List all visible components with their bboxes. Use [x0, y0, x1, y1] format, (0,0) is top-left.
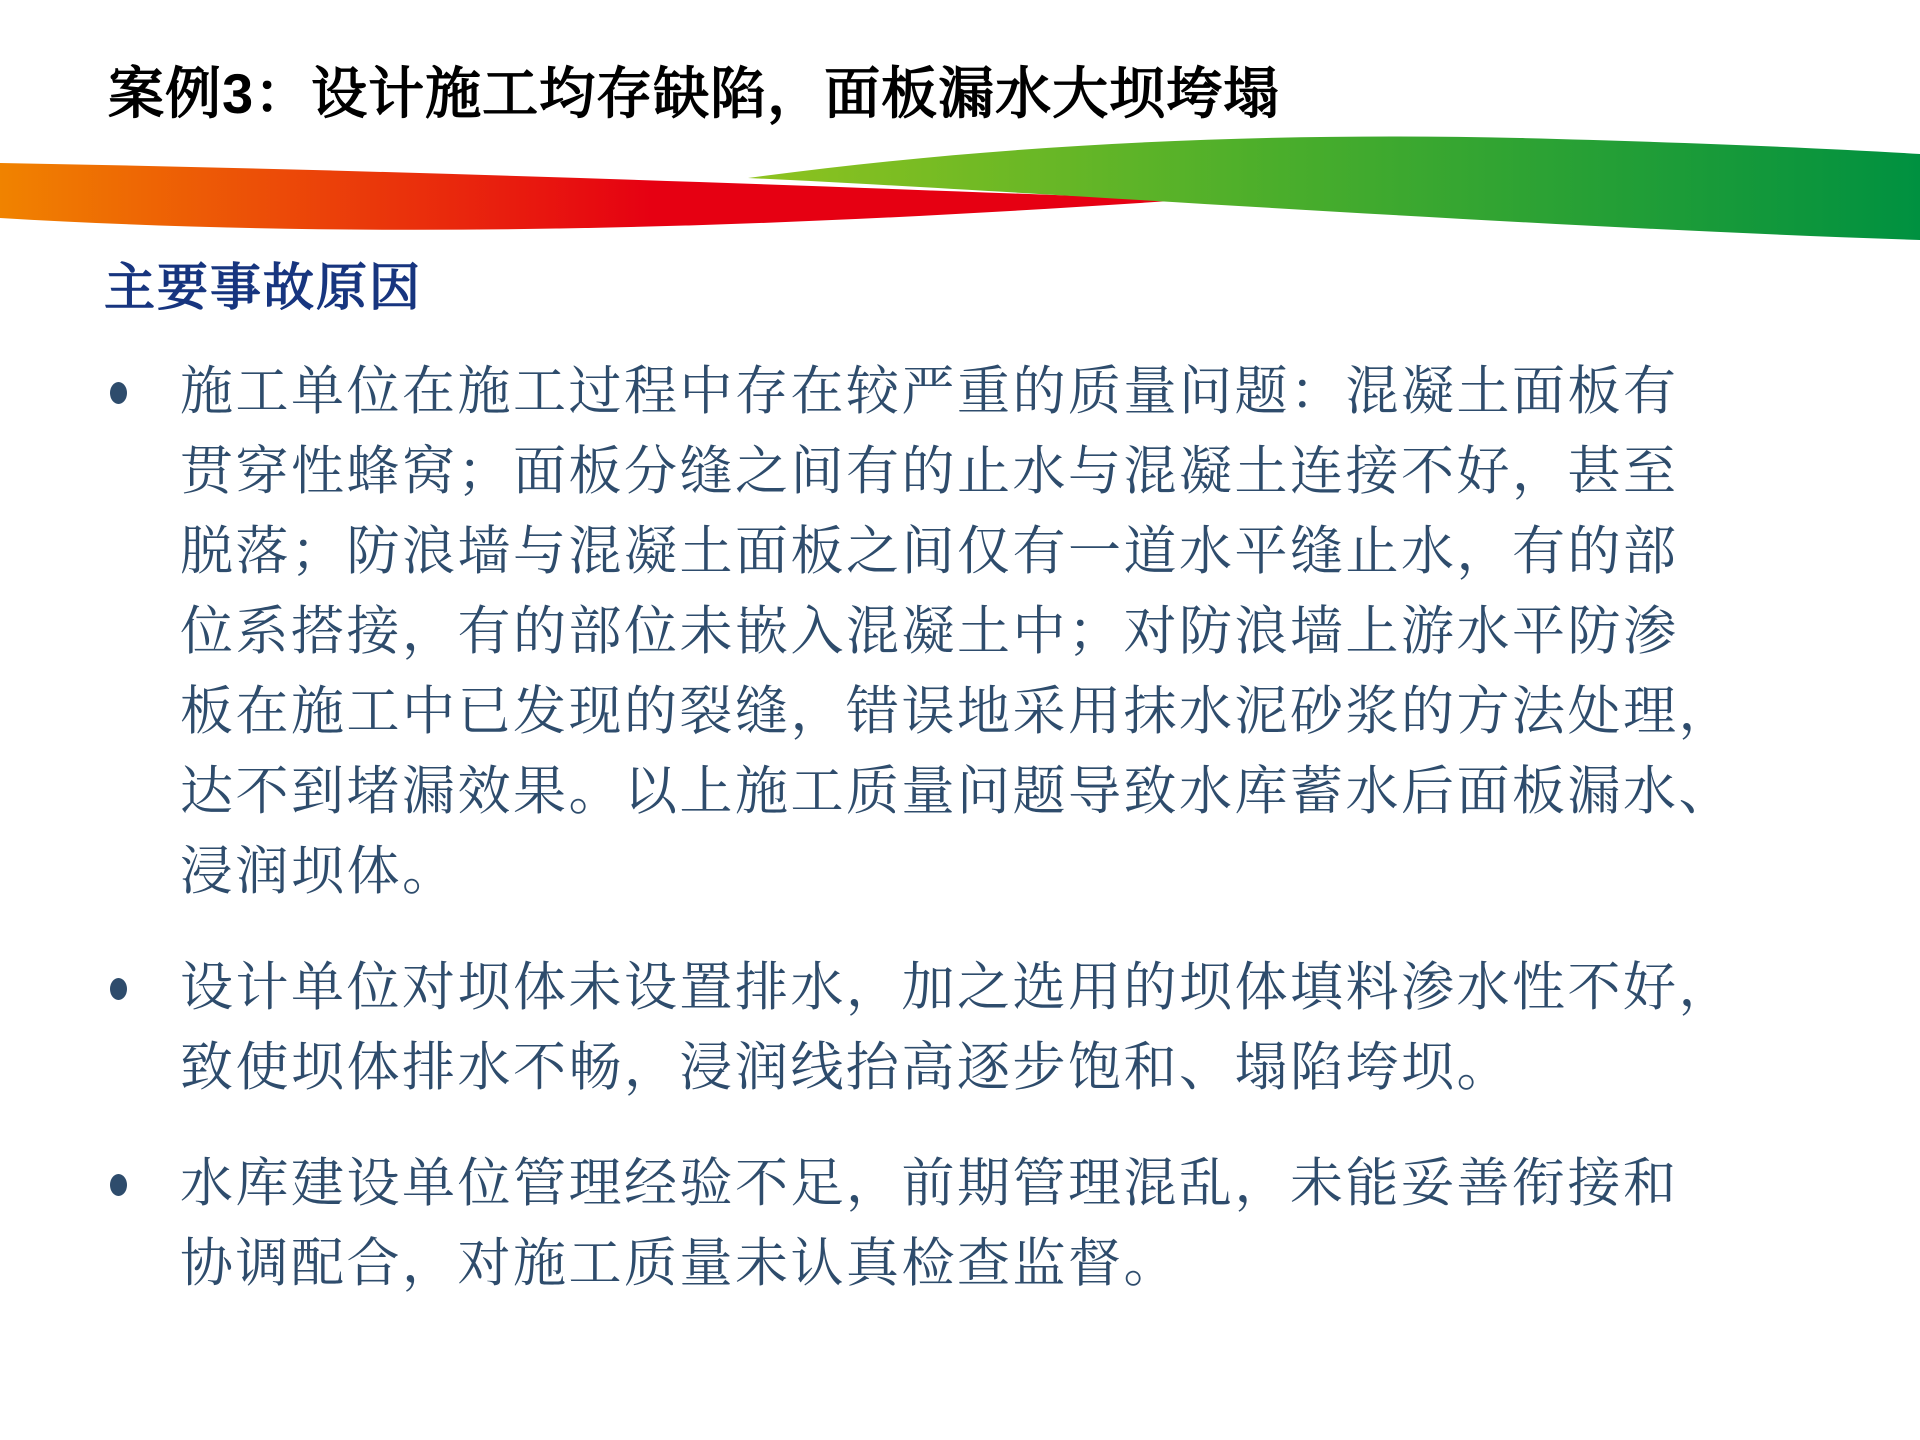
- bullet-dot-icon: [110, 382, 127, 404]
- bullet-text-line: 脱落；防浪墙与混凝土面板之间仅有一道水平缝止水，有的部: [180, 523, 1679, 581]
- bullet-text-line: 位系搭接，有的部位未嵌入混凝土中；对防浪墙上游水平防渗: [180, 603, 1679, 661]
- bullet-text-line: 协调配合，对施工质量未认真检查监督。: [180, 1235, 1179, 1293]
- bullet-text-line: 板在施工中已发现的裂缝，错误地采用抹水泥砂浆的方法处理，: [180, 683, 1734, 741]
- bullet-text: [180, 1144, 1860, 1304]
- bullet-text-line: 致使坝体排水不畅，浸润线抬高逐步饱和、塌陷垮坝。: [180, 1039, 1512, 1097]
- bullet-item: [104, 352, 1860, 912]
- bullet-item: [104, 948, 1860, 1108]
- bullet-text-line: 水库建设单位管理经验不足，前期管理混乱，未能妥善衔接和: [180, 1155, 1679, 1213]
- ribbon-green-wave-shape: [748, 137, 1920, 240]
- bullet-text-line: 设计单位对坝体未设置排水，加之选用的坝体填料渗水性不好，: [180, 959, 1734, 1017]
- bullet-dot-icon: [110, 978, 127, 1000]
- bullet-list: [104, 352, 1860, 1340]
- section-heading: 主要事故原因: [104, 259, 423, 316]
- bullet-marker-cell: [104, 1144, 180, 1196]
- bullet-item: [104, 1144, 1860, 1304]
- bullet-marker-cell: [104, 948, 180, 1000]
- bullet-text: [180, 352, 1860, 912]
- ribbon-wave-decoration: [0, 128, 1920, 252]
- bullet-text: [180, 948, 1860, 1108]
- bullet-dot-icon: [110, 1174, 127, 1196]
- bullet-text-line: 施工单位在施工过程中存在较严重的质量问题：混凝土面板有: [180, 363, 1679, 421]
- bullet-marker-cell: [104, 352, 180, 404]
- bullet-text-line: 贯穿性蜂窝；面板分缝之间有的止水与混凝土连接不好，甚至: [180, 443, 1679, 501]
- slide-title: 案例3：设计施工均存缺陷，面板漏水大坝垮塌: [108, 62, 1281, 125]
- bullet-text-line: 浸润坝体。: [180, 843, 458, 901]
- bullet-text-line: 达不到堵漏效果。以上施工质量问题导致水库蓄水后面板漏水、: [180, 763, 1734, 821]
